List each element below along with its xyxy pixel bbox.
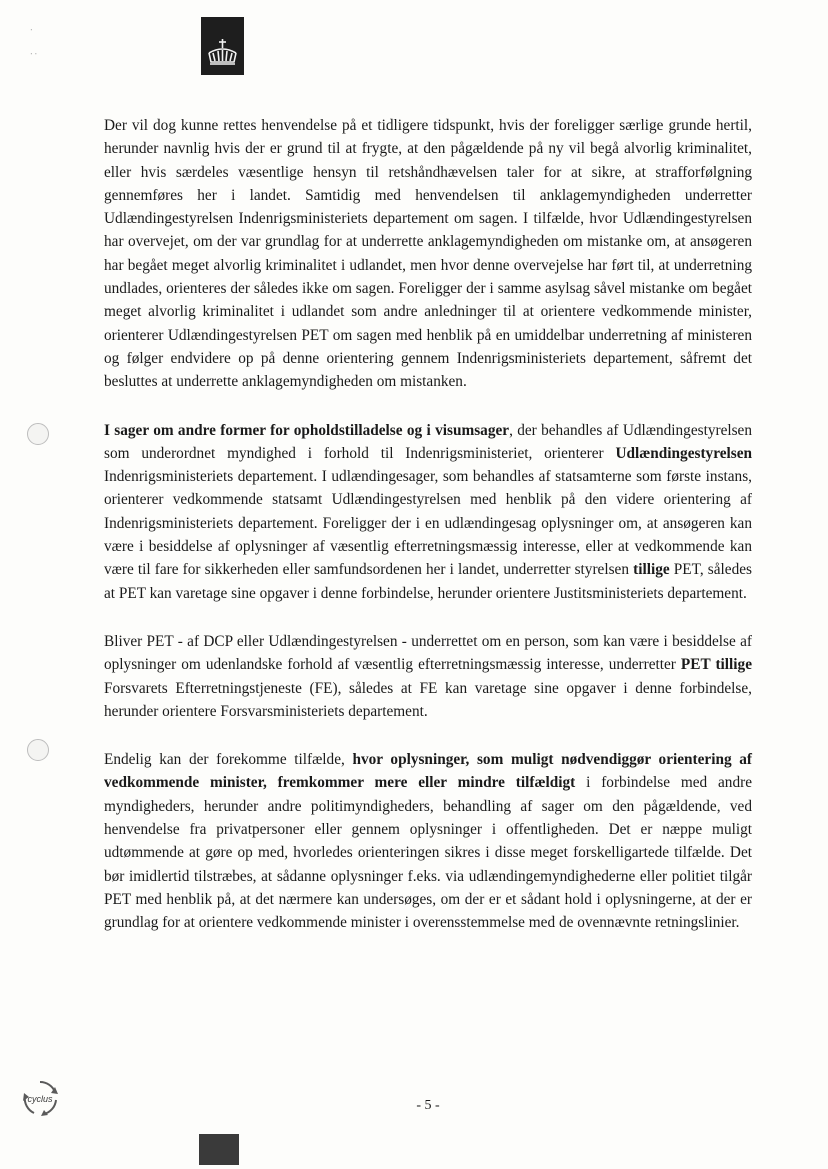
text-run: i forbindelse med andre myndigheders, herunder andre politimyndigheders, behandling af sager om den pågældende, ved henvendelse fra privatpersoner eller gennem oplysninger i offentligheden. Det er næppe muligt udtømmende at gøre op med, hvorledes orienteringen sikres i disse meget forskelligartede tilfælde. Det bør imidlertid tilstræbes, at sådanne oplysninger f.eks. via udlændingemyndighederne eller politiet tilgår PET med henblik på, at det nærmere kan undersøges, om der er et sådant hold i oplysningerne, at der er grundlag for at orientere vedkommende minister i overensstemmelse med de ovennævnte retningslinier.: [104, 774, 752, 932]
text-run: Bliver PET - af DCP eller Udlændingestyrelsen - underrettet om en person, som kan være i besiddelse af oplysninger om udenlandske forhold af væsentlig efterretningsmæssig interesse, underretter: [104, 632, 752, 674]
bold-text: I sager om andre former for opholdstilladelse og i visumsager: [104, 421, 510, 439]
cyclus-logo-text: cyclus: [27, 1094, 53, 1104]
paragraph-3: [104, 630, 752, 723]
punch-hole-bottom: [27, 739, 49, 761]
paragraph-4: [104, 748, 752, 934]
text-run: Endelig kan der forekomme tilfælde,: [104, 751, 353, 769]
royal-crown-crest-icon: [201, 17, 244, 75]
scan-mark-block: [199, 1134, 239, 1165]
bold-text: hvor oplysninger, som muligt nødvendiggør orientering af vedkommende minister, fremkommer mere eller mindre tilfældigt: [104, 751, 753, 792]
document-body: [104, 114, 752, 960]
bold-text: tillige: [633, 561, 670, 579]
page-number: - 5 -: [416, 1098, 440, 1113]
text-run: PET, således at PET kan varetage sine opgaver i denne forbindelse, herunder orientere Justitsministeriets departement.: [104, 561, 752, 602]
bold-text: PET tillige: [680, 656, 752, 674]
paragraph-1: [104, 114, 752, 394]
cyclus-recycling-logo: [20, 1078, 60, 1118]
punch-hole-top: [27, 423, 49, 445]
text-run: Forsvarets Efterretningstjeneste (FE), således at FE kan varetage sine opgaver i denne forbindelse, herunder orientere Forsvarsministeriets departement.: [104, 679, 752, 720]
paragraph-2: [104, 419, 752, 605]
text-run: Indenrigsministeriets departement. I udlændingesager, som behandles af statsamterne som første instans, orienterer vedkommende statsamt Udlændingestyrelsen med henblik på den videre orientering af Indenrigsministeriets departement. Foreligger der i en udlændingesag oplysninger om, at ansøgeren kan være i besiddelse af oplysninger af væsentlig efterretningsmæssig interesse, eller at vedkommende kan være til fare for sikkerheden eller samfundsordenen her i landet, underretter styrelsen: [104, 468, 752, 579]
text-run: , der behandles af Udlændingestyrelsen som underordnet myndighed i forhold til Indenrigsministeriet, orienterer: [104, 421, 752, 462]
bold-text: Udlændingestyrelsen: [615, 444, 752, 462]
scan-specks: ᐧ ᐧ ᐧ: [30, 25, 37, 59]
text-run: Der vil dog kunne rettes henvendelse på et tidligere tidspunkt, hvis der foreligger særlige grunde hertil, herunder navnlig hvis der er grund til at frygte, at den pågældende på ny vil begå alvorlig kriminalitet, eller hvis særdeles væsentlige hensyn til retshåndhævelsen taler for at sikre, at strafforfølgning gennemføres her i landet. Samtidig med henvendelsen til anklagemyndigheden underretter Udlændingestyrelsen Indenrigsministeriets departement om sagen. I tilfælde, hvor Udlændingestyrelsen har overvejet, om der var grundlag for at underrette anklagemyndigheden om mistanke om, at ansøgeren har begået meget alvorlig kriminalitet i udlandet, men hvor denne overvejelse har ført til, at underretning undlades, orienteres der således ikke om sagen. Foreligger der i samme asylsag såvel mistanke om begået meget alvorlig kriminalitet i udlandet som andre anledninger til at orientere vedkommende minister, orienterer Udlændingestyrelsen PET om sagen med henblik på en umiddelbar underretning af ministeren og følger endvidere op på denne orientering gennem Indenrigsministeriets departement, såfremt det besluttes at underrette anklagemyndigheden om mistanken.: [104, 117, 752, 391]
